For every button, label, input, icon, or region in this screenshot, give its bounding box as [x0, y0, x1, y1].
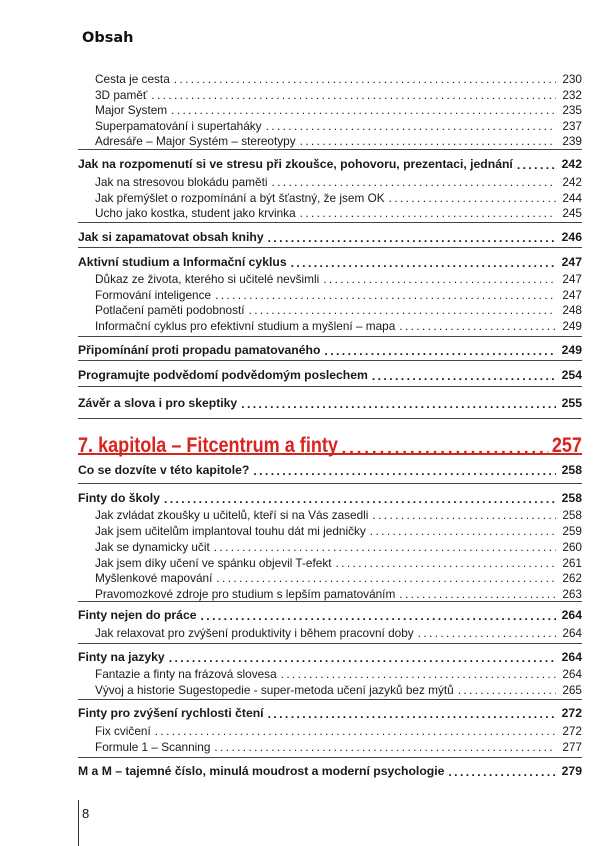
toc-entry: [95, 571, 582, 585]
leader-dots: [336, 558, 557, 570]
toc-section: [78, 255, 582, 269]
chapter-heading: [78, 434, 582, 458]
leader-dots: [241, 398, 556, 410]
entry-title: Potlačení paměti podobností: [95, 303, 245, 317]
entry-title: Informační cyklus pro efektivní studium a myšlení – mapa: [95, 319, 396, 333]
entry-page: 279: [561, 764, 582, 778]
entry-page: 247: [561, 255, 582, 269]
toc-entry: [95, 724, 582, 738]
entry-title: Cesta je cesta: [95, 72, 170, 86]
toc-section: [78, 368, 582, 382]
toc-entry: [95, 556, 582, 570]
toc-section: [78, 764, 582, 778]
entry-page: 262: [562, 571, 582, 585]
entry-page: 265: [562, 683, 582, 697]
toc-entry: [95, 103, 582, 117]
toc-entry: [95, 191, 582, 205]
section-divider: [78, 247, 582, 248]
entry-title: Programujte podvědomí podvědomým poslechem: [78, 368, 368, 382]
entry-page: 264: [561, 608, 582, 622]
entry-title: Finty nejen do práce: [78, 608, 197, 622]
entry-page: 255: [561, 396, 582, 410]
leader-dots: [291, 257, 556, 269]
entry-page: 244: [562, 191, 582, 205]
section-divider: [78, 222, 582, 223]
entry-page: 258: [561, 491, 582, 505]
toc-section: [78, 491, 582, 505]
entry-title: Jak zvládat zkoušky u učitelů, kteří si na Vás zasedli: [95, 508, 369, 522]
section-divider: [78, 757, 582, 758]
leader-dots: [300, 136, 556, 148]
entry-title: Důkaz ze života, kterého si učitelé nevšimli: [95, 272, 320, 286]
entry-title: Jak jsem díky učení ve spánku objevil T-efekt: [95, 556, 332, 570]
toc-entry: [95, 740, 582, 754]
toc-entry: [95, 288, 582, 302]
toc-section: [78, 706, 582, 720]
leader-dots: [174, 74, 556, 86]
entry-title: Myšlenkové mapování: [95, 571, 213, 585]
leader-dots: [271, 177, 556, 189]
entry-title: Jak přemýšlet o rozpomínání a být šťastný, že jsem OK: [95, 191, 385, 205]
toc-entry: [95, 134, 582, 148]
entry-page: 248: [562, 303, 582, 317]
entry-page: 245: [562, 206, 582, 220]
entry-title: Pravomozkové zdroje pro studium s lepším pamatováním: [95, 587, 396, 601]
entry-page: 230: [562, 72, 582, 86]
entry-title: Vývoj a historie Sugestopedie - super-metoda učení jazyků bez mýtů: [95, 683, 454, 697]
leader-dots: [389, 193, 556, 205]
entry-page: 258: [562, 508, 582, 522]
leader-dots: [281, 669, 556, 681]
entry-page: 260: [562, 540, 582, 554]
section-divider: [78, 386, 582, 387]
leader-dots: [171, 105, 556, 117]
entry-title: Jak na rozpomenutí si ve stresu při zkoušce, pohovoru, prezentaci, jednání: [78, 157, 513, 171]
entry-title: Finty do školy: [78, 491, 160, 505]
leader-dots: [372, 510, 556, 522]
toc-entry: [95, 626, 582, 640]
toc-entry: [95, 272, 582, 286]
leader-dots: [399, 321, 556, 333]
entry-page: 242: [562, 175, 582, 189]
toc-entry: [95, 175, 582, 189]
entry-title: Aktivní studium a Informační cyklus: [78, 255, 287, 269]
section-divider: [78, 149, 582, 150]
entry-title: Finty na jazyky: [78, 650, 165, 664]
toc-section: [78, 396, 582, 410]
section-divider: [78, 360, 582, 361]
leader-dots: [448, 766, 556, 778]
leader-dots: [372, 370, 556, 382]
page-number: 8: [82, 806, 90, 821]
leader-dots: [151, 90, 556, 102]
entry-page: 237: [562, 119, 582, 133]
toc-entry: [95, 206, 582, 220]
entry-title: Závěr a slova i pro skeptiky: [78, 396, 238, 410]
leader-dots: [155, 726, 556, 738]
entry-page: 235: [562, 103, 582, 117]
entry-title: Jak si zapamatovat obsah knihy: [78, 230, 264, 244]
leader-dots: [215, 290, 556, 302]
entry-page: 272: [562, 724, 582, 738]
entry-title: M a M – tajemné číslo, minulá moudrost a moderní psychologie: [78, 764, 445, 778]
entry-page: 264: [561, 650, 582, 664]
toc-entry: [95, 508, 582, 522]
entry-page: 249: [561, 343, 582, 357]
entry-title: Připomínání proti propadu pamatovaného: [78, 343, 321, 357]
toc-section: [78, 608, 582, 622]
entry-title: Jak na stresovou blokádu paměti: [95, 175, 268, 189]
toc-section: [78, 463, 582, 477]
leader-dots: [201, 610, 556, 622]
section-divider: [78, 483, 582, 484]
entry-title: Formule 1 – Scanning: [95, 740, 211, 754]
page-title: Obsah: [82, 30, 134, 46]
leader-dots: [214, 542, 556, 554]
entry-title: 3D paměť: [95, 88, 148, 102]
entry-title: Jak relaxovat pro zvýšení produktivity i během pracovní doby: [95, 626, 414, 640]
footer-rule: [78, 800, 79, 846]
entry-page: 247: [562, 288, 582, 302]
section-divider: [78, 336, 582, 337]
toc-entry: [95, 88, 582, 102]
entry-page: 254: [561, 368, 582, 382]
toc-section: [78, 157, 582, 171]
leader-dots: [399, 589, 556, 601]
leader-dots: [268, 708, 556, 720]
leader-dots: [300, 208, 556, 220]
entry-page: 257: [551, 434, 582, 457]
section-divider: [78, 699, 582, 700]
entry-page: 261: [562, 556, 582, 570]
entry-title: Formování inteligence: [95, 288, 212, 302]
entry-title: Jak jsem učitelům implantoval touhu dát mi jedničky: [95, 524, 366, 538]
entry-page: 247: [562, 272, 582, 286]
entry-title: Fix cvičení: [95, 724, 151, 738]
entry-page: 272: [561, 706, 582, 720]
toc-entry: [95, 540, 582, 554]
toc-entry: [95, 319, 582, 333]
leader-dots: [324, 345, 556, 357]
toc-entry: [95, 587, 582, 601]
entry-page: 242: [561, 157, 582, 171]
toc-entry: [95, 303, 582, 317]
leader-dots: [323, 274, 556, 286]
entry-page: 263: [562, 587, 582, 601]
leader-dots: [266, 121, 556, 133]
entry-title: Jak se dynamicky učit: [95, 540, 210, 554]
leader-dots: [418, 628, 556, 640]
entry-page: 246: [561, 230, 582, 244]
section-divider: [78, 601, 582, 602]
entry-title: Superpamatování i supertaháky: [95, 119, 262, 133]
leader-dots: [169, 652, 556, 664]
entry-title: Ucho jako kostka, student jako krvinka: [95, 206, 296, 220]
toc-entry: [95, 667, 582, 681]
entry-page: 232: [562, 88, 582, 102]
toc-section: [78, 343, 582, 357]
leader-dots: [517, 159, 556, 171]
leader-dots: [249, 305, 556, 317]
leader-dots: [268, 232, 556, 244]
entry-title: Fantazie a finty na frázová slovesa: [95, 667, 277, 681]
entry-title: Adresáře – Major Systém – stereotypy: [95, 134, 296, 148]
toc-entry: [95, 683, 582, 697]
toc-section: [78, 230, 582, 244]
entry-page: 277: [562, 740, 582, 754]
entry-title: Co se dozvíte v této kapitole?: [78, 463, 250, 477]
leader-dots: [216, 573, 556, 585]
section-divider: [78, 643, 582, 644]
entry-page: 264: [562, 626, 582, 640]
toc-entry: [95, 72, 582, 86]
toc-entry: [95, 119, 582, 133]
entry-page: 264: [562, 667, 582, 681]
section-divider: [78, 418, 582, 419]
entry-title: Finty pro zvýšení rychlosti čtení: [78, 706, 264, 720]
entry-page: 258: [561, 463, 582, 477]
entry-page: 239: [562, 134, 582, 148]
leader-dots: [164, 493, 556, 505]
leader-dots: [458, 685, 556, 697]
leader-dots: [253, 465, 556, 477]
entry-page: 249: [562, 319, 582, 333]
entry-title: Major System: [95, 103, 168, 117]
toc-entry: [95, 524, 582, 538]
toc-section: [78, 650, 582, 664]
leader-dots: [370, 526, 556, 538]
leader-dots: [214, 742, 556, 754]
entry-title: 7. kapitola – Fitcentrum a finty: [78, 434, 338, 457]
leader-dots: [341, 437, 548, 458]
entry-page: 259: [562, 524, 582, 538]
